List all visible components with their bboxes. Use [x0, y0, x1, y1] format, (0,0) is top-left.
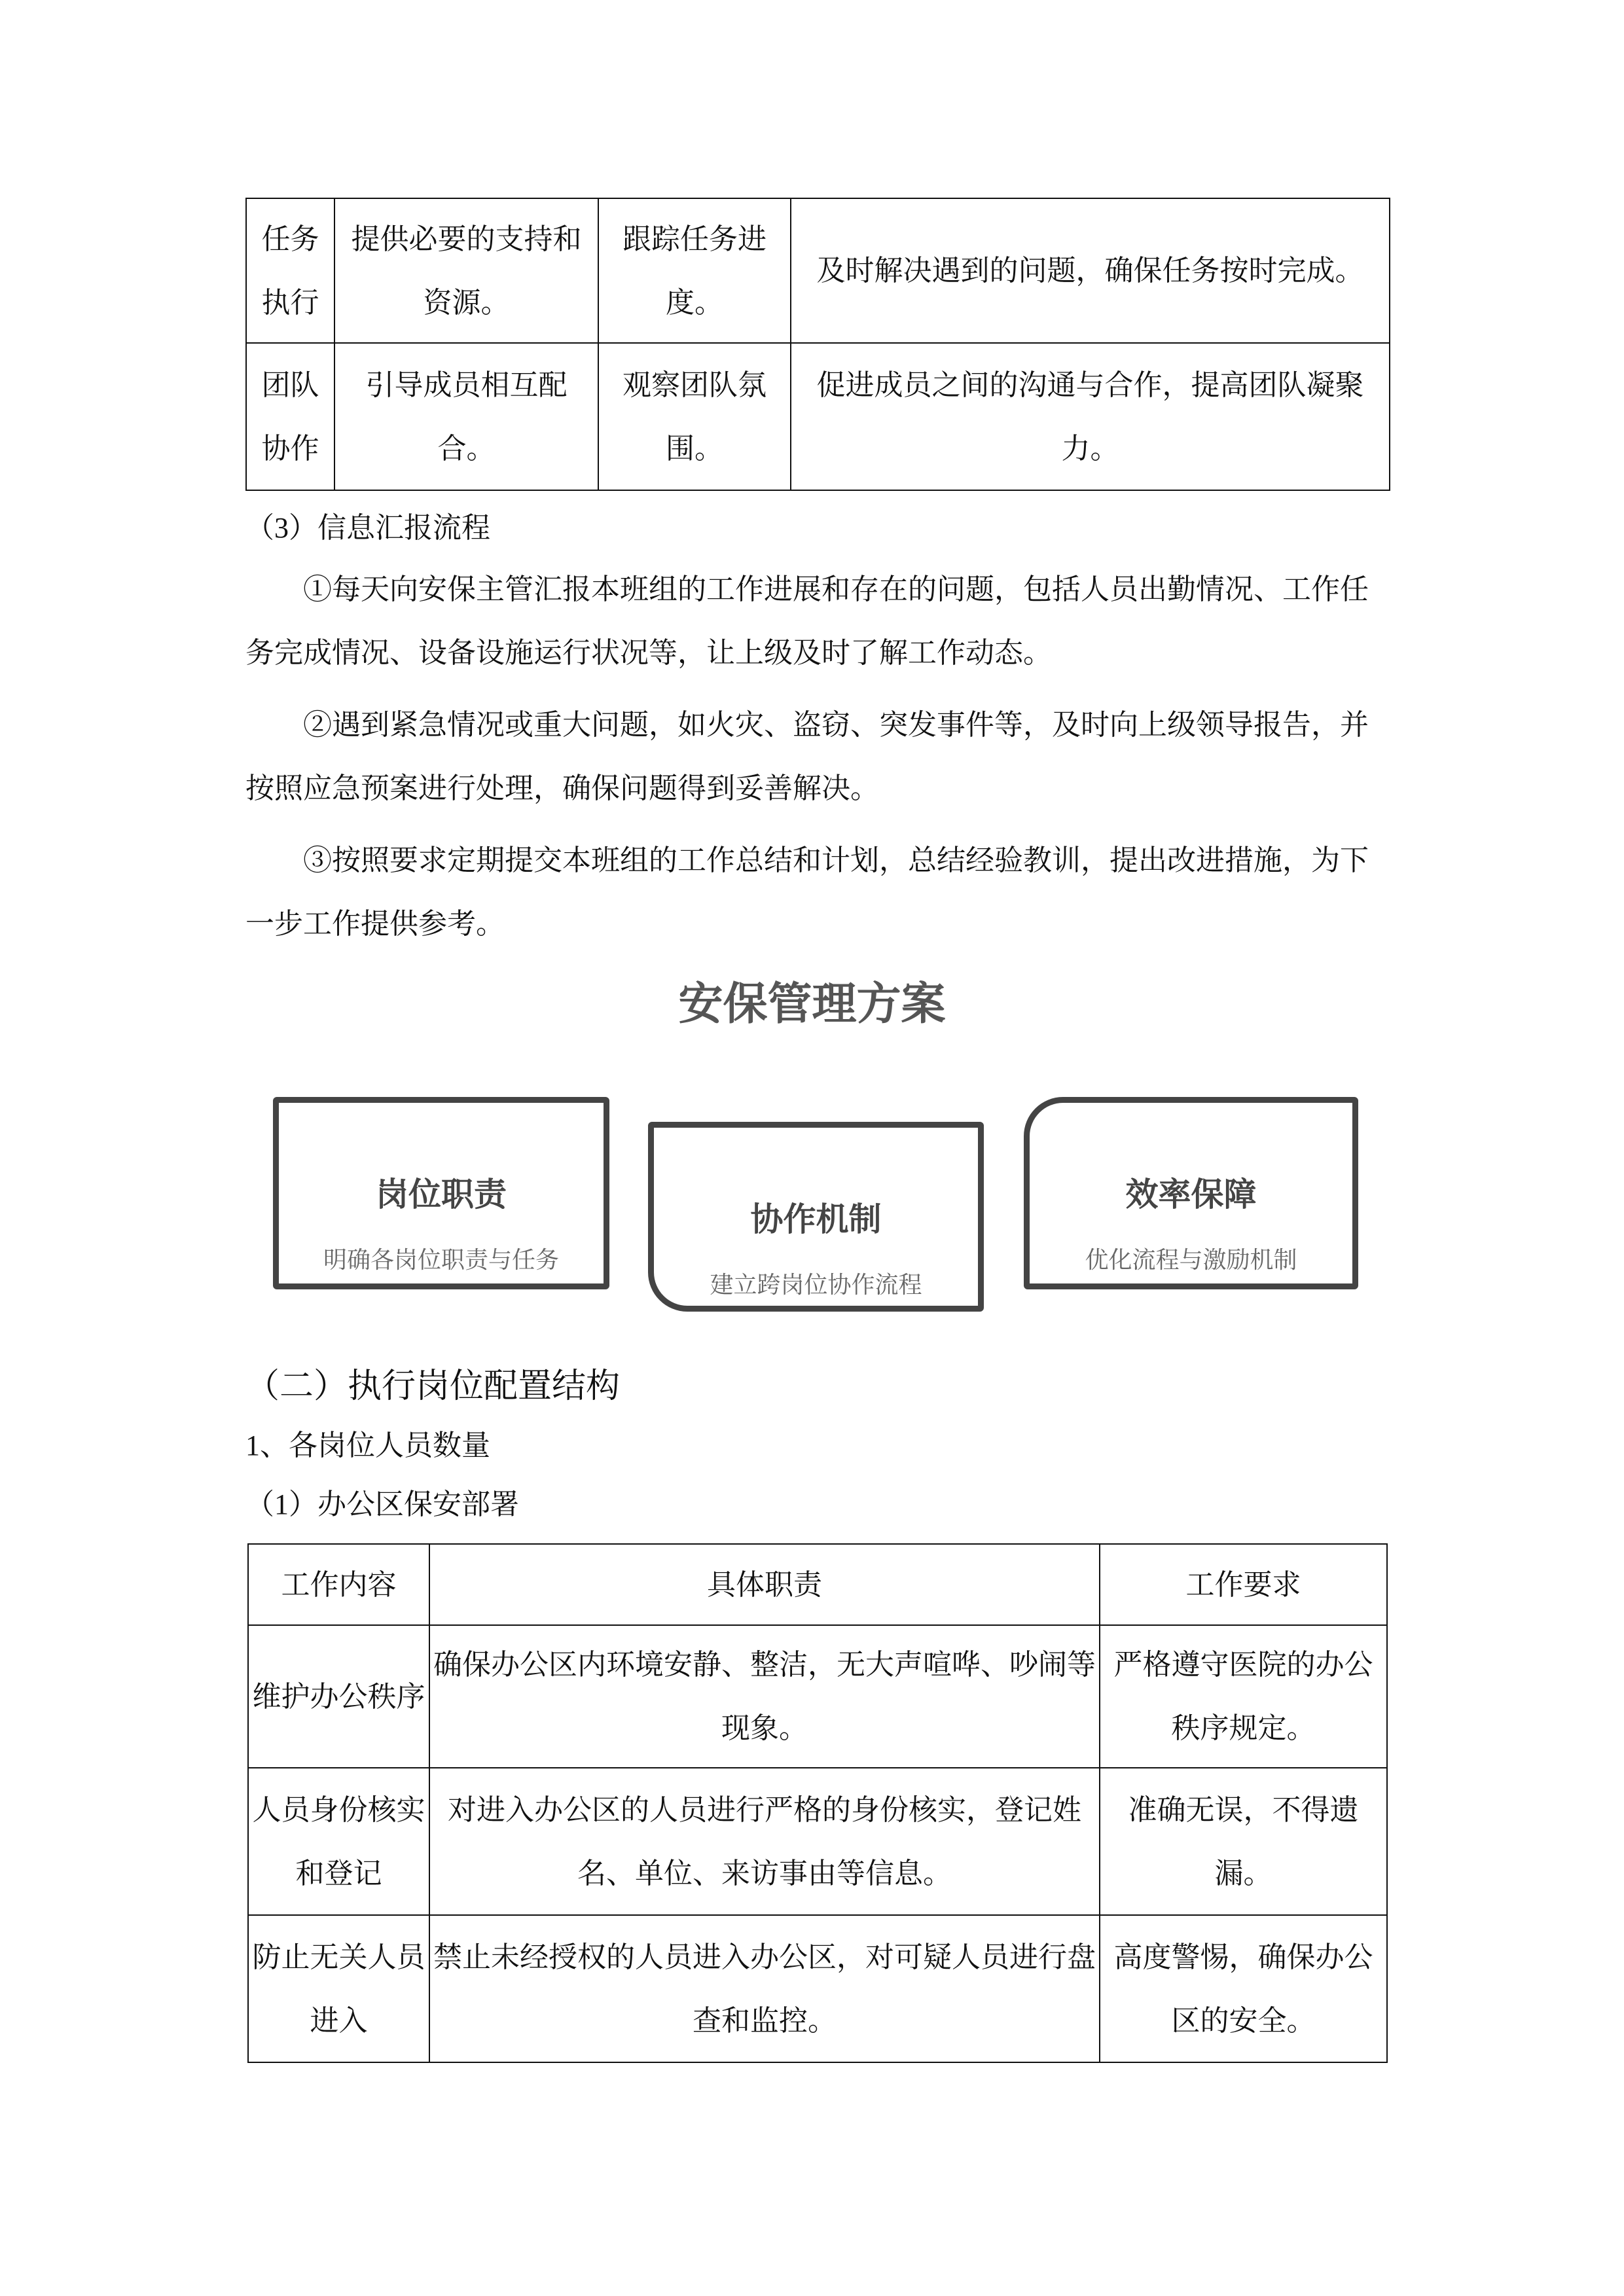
table-cell: 人员身份核实和登记 [248, 1768, 429, 1915]
table-row [248, 1768, 1387, 1915]
card-collaboration [648, 1122, 984, 1312]
table-cell: 维护办公秩序 [248, 1625, 429, 1768]
office-security-table [247, 1543, 1388, 2063]
paragraph: ②遇到紧急情况或重大问题，如火灾、盗窃、突发事件等，及时向上级领导报告，并按照应急预案进行处理，确保问题得到妥善解决。 [245, 709, 1369, 804]
card-job-duties [273, 1097, 609, 1289]
section-heading: （3）信息汇报流程 [245, 512, 490, 544]
table-row [248, 1915, 1387, 2062]
table-cell: 防止无关人员进入 [248, 1915, 429, 2062]
table-cell: 促进成员之间的沟通与合作，提高团队凝聚力。 [791, 343, 1390, 490]
card-efficiency [1024, 1097, 1358, 1289]
card-title: 岗位职责 [376, 1175, 507, 1213]
table-cell: 观察团队氛围。 [598, 343, 791, 490]
paragraph: ③按照要求定期提交本班组的工作总结和计划，总结经验教训，提出改进措施，为下一步工作提供参考。 [245, 844, 1369, 940]
table-row [246, 198, 1390, 343]
table-cell: 高度警惕，确保办公区的安全。 [1100, 1915, 1387, 2062]
table-cell: 及时解决遇到的问题，确保任务按时完成。 [791, 198, 1390, 343]
table-cell: 引导成员相互配合。 [334, 343, 598, 490]
table-cell: 准确无误，不得遗漏。 [1100, 1768, 1387, 1915]
table-row [248, 1625, 1387, 1768]
table-cell: 禁止未经授权的人员进入办公区，对可疑人员进行盘查和监控。 [429, 1915, 1100, 2062]
table-cell: 严格遵守医院的办公秩序规定。 [1100, 1625, 1387, 1768]
card-title: 协作机制 [750, 1200, 882, 1238]
table-cell: 团队协作 [246, 343, 334, 490]
column-header: 具体职责 [429, 1544, 1100, 1625]
card-subtitle: 建立跨岗位协作流程 [710, 1272, 922, 1299]
card-subtitle: 明确各岗位职责与任务 [323, 1247, 559, 1274]
card-title: 效率保障 [1125, 1175, 1257, 1213]
table-row [246, 343, 1390, 490]
table-cell: 提供必要的支持和资源。 [334, 198, 598, 343]
table-header-row [248, 1544, 1387, 1625]
section-heading: （二）执行岗位配置结构 [245, 1368, 621, 1405]
column-header: 工作内容 [248, 1544, 429, 1625]
table-cell: 任务执行 [246, 198, 334, 343]
table-cell: 对进入办公区的人员进行严格的身份核实，登记姓名、单位、来访事由等信息。 [429, 1768, 1100, 1915]
table-cell: 跟踪任务进度。 [598, 198, 791, 343]
subheading: （1）办公区保安部署 [245, 1488, 519, 1520]
card-subtitle: 优化流程与激励机制 [1085, 1247, 1297, 1274]
paragraph: ①每天向安保主管汇报本班组的工作进展和存在的问题，包括人员出勤情况、工作任务完成情况、设备设施运行状况等，让上级及时了解工作动态。 [245, 573, 1369, 669]
diagram-title: 安保管理方案 [678, 978, 946, 1030]
table-cell: 确保办公区内环境安静、整洁，无大声喧哗、吵闹等现象。 [429, 1625, 1100, 1768]
column-header: 工作要求 [1100, 1544, 1387, 1625]
subheading: 1、各岗位人员数量 [245, 1429, 490, 1462]
task-table [245, 198, 1390, 491]
